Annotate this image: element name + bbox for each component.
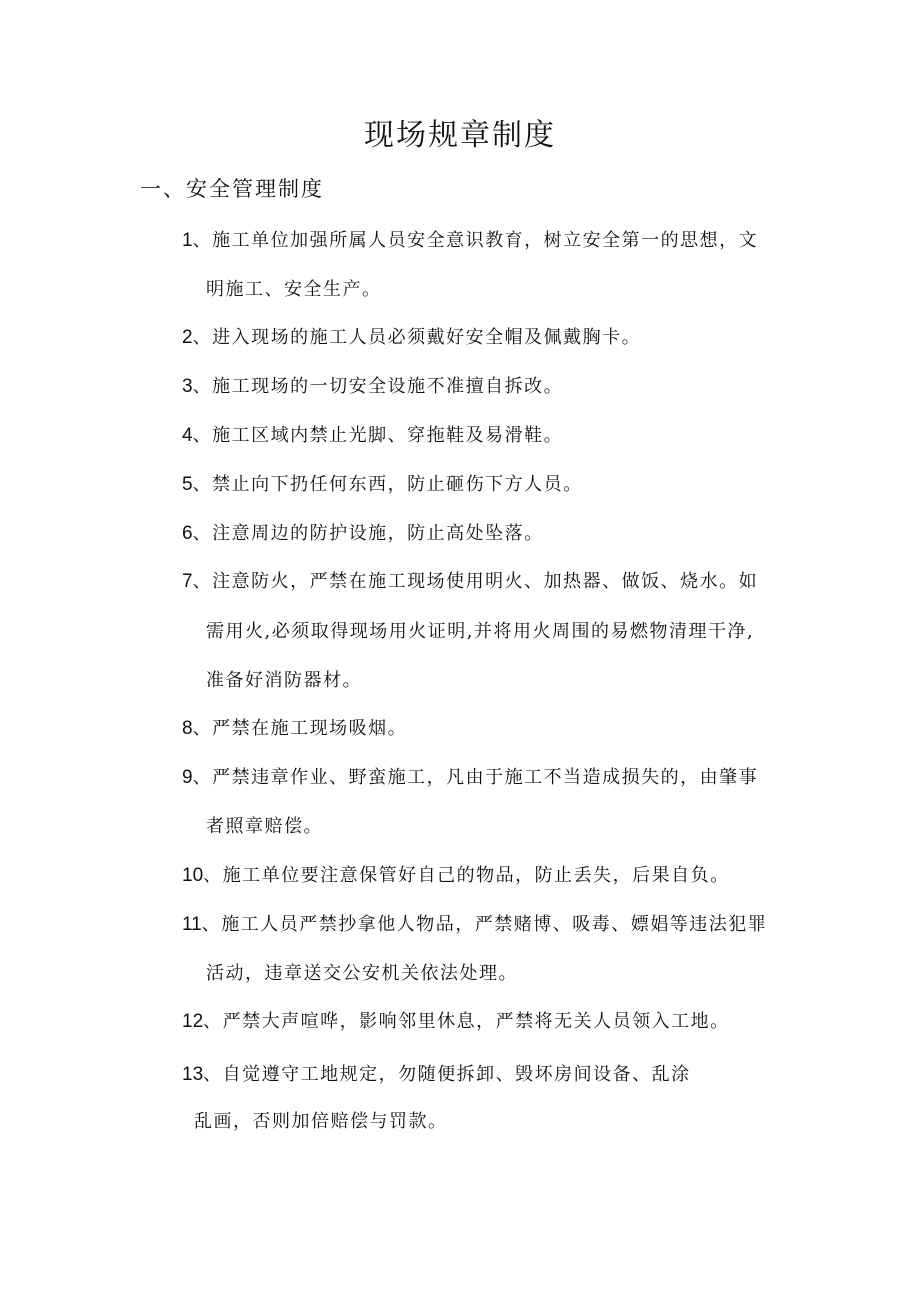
rule-item-7-continuation: 需用火,必须取得现场用火证明,并将用火周围的易燃物清理干净, bbox=[206, 621, 755, 642]
rule-number: 5 bbox=[182, 474, 193, 495]
rule-item-1 bbox=[182, 227, 758, 255]
rule-item-12 bbox=[182, 1008, 730, 1036]
rule-item-10 bbox=[182, 862, 730, 890]
rule-text: 、施工单位加强所属人员安全意识教育，树立安全第一的思想，文 bbox=[192, 230, 759, 251]
rule-item-7 bbox=[182, 568, 758, 596]
rule-text: 、进入现场的施工人员必须戴好安全帽及佩戴胸卡。 bbox=[192, 327, 642, 348]
rule-number: 6 bbox=[182, 523, 193, 544]
rule-item-11 bbox=[182, 911, 767, 939]
rule-number: 7 bbox=[182, 571, 193, 592]
rule-number: 2 bbox=[182, 327, 193, 348]
rule-number: 4 bbox=[182, 425, 193, 446]
section-heading: 一、安全管理制度 bbox=[140, 177, 324, 201]
rule-text: 、注意周边的防护设施，防止高处坠落。 bbox=[192, 523, 544, 544]
rule-text: 、严禁违章作业、野蛮施工，凡由于施工不当造成损失的，由肇事 bbox=[192, 767, 759, 788]
rule-text: 、施工单位要注意保管好自己的物品，防止丢失，后果自负。 bbox=[203, 865, 730, 886]
rule-item-13-continuation: 乱画，否则加倍赔偿与罚款。 bbox=[194, 1111, 448, 1132]
rule-item-5 bbox=[182, 471, 583, 499]
rule-item-6 bbox=[182, 520, 544, 548]
rule-text: 、注意防火，严禁在施工现场使用明火、加热器、做饭、烧水。如 bbox=[192, 571, 759, 592]
rule-item-9 bbox=[182, 764, 758, 792]
rule-number: 8 bbox=[182, 718, 193, 739]
rule-number: 9 bbox=[182, 767, 193, 788]
rule-item-11-continuation: 活动，违章送交公安机关依法处理。 bbox=[206, 963, 518, 984]
rule-number: 11 bbox=[182, 914, 202, 935]
rule-text: 、自觉遵守工地规定，勿随便拆卸、毁坏房间设备、乱涂 bbox=[203, 1064, 691, 1085]
rule-text: 、施工区域内禁止光脚、穿拖鞋及易滑鞋。 bbox=[192, 425, 564, 446]
rule-text: 、施工人员严禁抄拿他人物品，严禁赌博、吸毒、嫖娼等违法犯罪 bbox=[201, 914, 768, 935]
rule-item-9-continuation: 者照章赔偿。 bbox=[206, 816, 323, 837]
rule-number: 1 bbox=[182, 230, 193, 251]
rule-item-4 bbox=[182, 422, 563, 450]
rule-text: 、施工现场的一切安全设施不准擅自拆改。 bbox=[192, 376, 564, 397]
rule-item-2 bbox=[182, 324, 641, 352]
rule-item-1-continuation: 明施工、安全生产。 bbox=[206, 279, 382, 300]
rule-text: 、严禁大声喧哗，影响邻里休息，严禁将无关人员领入工地。 bbox=[203, 1011, 730, 1032]
rule-number: 13 bbox=[182, 1064, 204, 1085]
rule-item-8 bbox=[182, 715, 407, 743]
rule-number: 3 bbox=[182, 376, 193, 397]
rule-number: 10 bbox=[182, 865, 204, 886]
rule-item-3 bbox=[182, 373, 563, 401]
rule-text: 、禁止向下扔任何东西，防止砸伤下方人员。 bbox=[192, 474, 583, 495]
page-title: 现场规章制度 bbox=[364, 118, 556, 153]
rule-number: 12 bbox=[182, 1011, 204, 1032]
rule-text: 、严禁在施工现场吸烟。 bbox=[192, 718, 408, 739]
rule-item-13 bbox=[182, 1061, 691, 1089]
rule-item-7-continuation: 准备好消防器材。 bbox=[206, 670, 362, 691]
